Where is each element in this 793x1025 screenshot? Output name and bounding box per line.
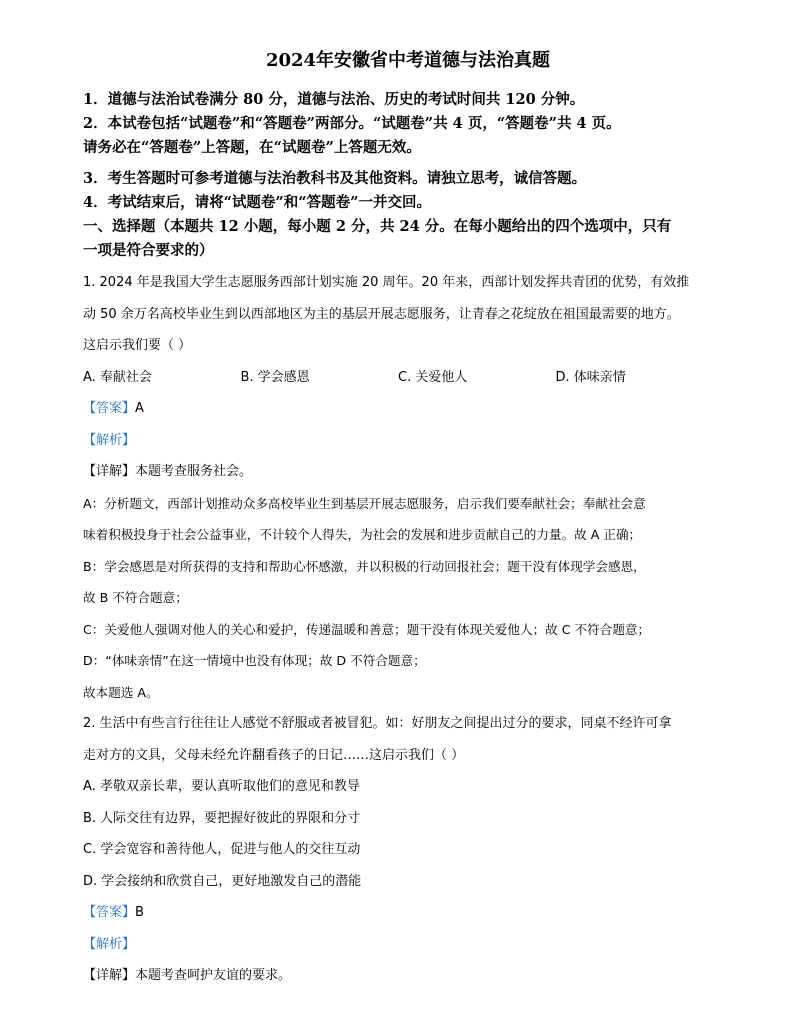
question-text: 走对方的文具，父母未经允许翻看孩子的日记……这启示我们（ ） <box>83 747 465 763</box>
question-text: 动 50 余万名高校毕业生到以西部地区为主的基层开展志愿服务，让青春之花绽放在祖国最需要的地方。 <box>83 306 680 322</box>
option-b: B. 人际交往有边界，要把握好彼此的界限和分寸 <box>83 810 361 826</box>
detail-tag: 【详解】 <box>83 968 136 983</box>
option-c: C. 关爱他人 <box>398 369 468 385</box>
option-c: C. 学会宽容和善待他人，促进与他人的交往互动 <box>83 842 361 857</box>
document-page <box>83 48 713 992</box>
option-d: D. 体味亲情 <box>555 369 626 385</box>
explanation-line: 味着积极投身于社会公益事业，不计较个人得失，为社会的发展和进步贡献自己的力量。故 A 正确； <box>83 527 642 542</box>
instruction-line: 请务必在“答题卷”上答题，在“试题卷”上答题无效。 <box>83 139 421 156</box>
instruction-line: 1．道德与法治试卷满分 80 分，道德与法治、历史的考试时间共 120 分钟。 <box>83 91 585 108</box>
option-b: B. 学会感恩 <box>240 369 310 385</box>
question-2 <box>83 708 713 992</box>
answer-tag: 【答案】 <box>83 401 136 416</box>
explanation-line: B：学会感恩是对所获得的支持和帮助心怀感激，并以积极的行动回报社会；题干没有体现学会感恩， <box>83 558 646 574</box>
option-row <box>83 362 713 394</box>
question-text: 2. 生活中有些言行往往让人感觉不舒服或者被冒犯。如：好朋友之间提出过分的要求，同桌不经许可拿 <box>83 716 672 731</box>
analysis-tag: 【解析】 <box>83 936 136 952</box>
analysis-line <box>83 929 713 961</box>
answer-line <box>83 897 713 929</box>
detail-text: 本题考查服务社会。 <box>135 464 253 479</box>
option-d: D. 学会接纳和欣赏自己，更好地激发自己的潜能 <box>83 873 362 889</box>
answer-value: A <box>135 401 144 416</box>
section-heading-line: 一项是符合要求的） <box>83 242 214 259</box>
answer-value: B <box>135 905 144 920</box>
question-text: 1. 2024 年是我国大学生志愿服务西部计划实施 20 周年。20 年来，西部计划发挥共青团的优势，有效推 <box>83 275 690 290</box>
explanation-line: C：关爱他人强调对他人的关心和爱护，传递温暖和善意；题干没有体现关爱他人；故 C 不符合题意； <box>83 621 651 637</box>
section-heading-line: 一、选择题（本题共 12 小题，每小题 2 分，共 24 分。在每小题给出的四个选项中，只有 <box>83 218 672 235</box>
explanation-line: 故本题选 A。 <box>83 684 159 700</box>
question-text: 这启示我们要（ ） <box>83 338 192 353</box>
analysis-line <box>83 425 713 457</box>
answer-line <box>83 393 713 425</box>
detail-line <box>83 960 713 992</box>
option-a: A. 孝敬双亲长辈，要认真听取他们的意见和教导 <box>83 779 360 794</box>
question-1 <box>83 267 713 708</box>
option-a: A. 奉献社会 <box>83 369 152 385</box>
section-heading <box>83 215 713 263</box>
detail-text: 本题考查呵护友谊的要求。 <box>135 968 292 983</box>
analysis-tag: 【解析】 <box>83 432 136 448</box>
page-title: 2024年安徽省中考道德与法治真题 <box>265 50 551 71</box>
instruction-line: 3．考生答题时可参考道德与法治教科书及其他资料。请独立思考，诚信答题。 <box>83 170 587 187</box>
instructions <box>83 88 713 215</box>
instruction-line: 2．本试卷包括“试题卷”和“答题卷”两部分。“试题卷”共 4 页，“答题卷”共 4 页。 <box>83 115 621 132</box>
explanation-line: D：“体味亲情”在这一情境中也没有体现；故 D 不符合题意； <box>83 653 426 668</box>
detail-tag: 【详解】 <box>83 464 136 479</box>
detail-line <box>83 456 713 488</box>
instruction-line: 4．考试结束后，请将“试题卷”和“答题卷”一并交回。 <box>83 194 431 211</box>
explanation-line: 故 B 不符合题意； <box>83 590 188 605</box>
explanation-line: A：分析题文，西部计划推动众多高校毕业生到基层开展志愿服务，启示我们要奉献社会；奉献社会意 <box>83 495 646 511</box>
answer-tag: 【答案】 <box>83 905 136 920</box>
